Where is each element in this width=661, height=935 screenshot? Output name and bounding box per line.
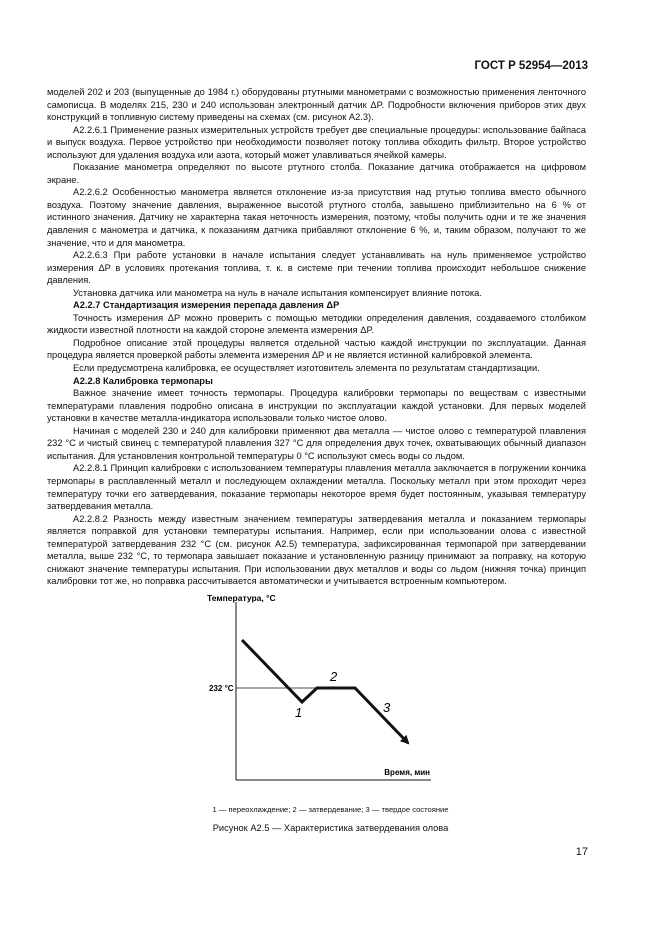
paragraph: Установка датчика или манометра на нуль в начале испытания компенсирует влияние потока. bbox=[73, 287, 482, 298]
document-header: ГОСТ Р 52954—2013 bbox=[474, 60, 588, 72]
figure-caption: Рисунок А2.5 — Характеристика затвердевания олова bbox=[212, 823, 449, 833]
curve-label-2: 2 bbox=[330, 669, 338, 684]
paragraph: моделей 202 и 203 (выпущенные до 1984 г.) оборудованы ртутными манометрами с возможностью применения ленточного самописца. В моделях 215, 230 и 240 использован электронный датчик ΔP. Подробности включения приборов этих двух конструкций в топливную систему приведены на схемах (см. рисунок А2.3). bbox=[47, 87, 586, 123]
section-heading: А2.2.7 Стандартизация измерения перепада давления ΔP bbox=[73, 300, 340, 311]
paragraph: Начиная с моделей 230 и 240 для калибровки применяют два металла — чистое олово с температурой плавления 232 °С и чистый свинец с температурой плавления 327 °С для определения двух точек, охватывающих обычный диапазон испытания. Для установления контрольной температуры 0 °С используют смесь воды со льдом. bbox=[47, 425, 586, 461]
document-body bbox=[47, 86, 586, 588]
paragraph: А2.2.8.1 Принцип калибровки с использованием температуры плавления металла заключается в погружении кончика термопары в расплавленный металл и последующем охлаждении металла. Поскольку металл при этом проходит через температуру точки его затвердевания, показание термопары некоторое время будет постоянным, указывая температуру затвердевания металла. bbox=[47, 463, 586, 512]
x-axis-label: Время, мин bbox=[384, 768, 430, 777]
curve-label-1: 1 bbox=[295, 705, 303, 720]
curve-label-3: 3 bbox=[383, 700, 391, 715]
solidification-chart bbox=[195, 588, 435, 798]
paragraph: А2.2.6.1 Применение разных измерительных устройств требует две специальные процедуры: использование байпаса и выпуск воздуха. Первое устройство при необходимости позволяет потоку топлива обходить фильтр. Второе устройство используют для удаления воздуха или азота, который может улавливаться ячейкой камеры. bbox=[47, 124, 586, 160]
temperature-curve bbox=[242, 640, 408, 743]
page-number: 17 bbox=[575, 846, 588, 858]
paragraph: Точность измерения ΔP можно проверить с помощью методики определения давления, создаваемого столбиком жидкости известной плотности на каждой стороне элемента измерения ΔP. bbox=[47, 312, 586, 336]
tick-label-232: 232 °С bbox=[209, 684, 234, 693]
paragraph: А2.2.6.3 При работе установки в начале испытания следует устанавливать на нуль применяемое устройство измерения ΔP в условиях протекания топлива, т. к. в системе при течении топлива происходит небольшое снижение давления. bbox=[47, 250, 586, 286]
paragraph: Если предусмотрена калибровка, ее осуществляет изготовитель элемента по результатам стандартизации. bbox=[73, 363, 540, 374]
paragraph: Важное значение имеет точность термопары. Процедура калибровки термопары по веществам с известными температурами плавления подробно описана в инструкции по эксплуатации каждой установки. Для первых моделей установки в качестве металла-индикатора использовали только чистое олово. bbox=[47, 388, 586, 424]
paragraph: А2.2.8.2 Разность между известным значением температуры затвердевания металла и показанием термопары является поправкой для установки температуры испытания. Например, если при использовании олова с известной температурой затвердевания 232 °С (см. рисунок А2.5) температура, зафиксированная термопарой при затвердевании металла, выше 232 °С, то термопара завышает показание и установленную разницу принимают за поправку, на которую снижают значение температуры испытания. При использовании двух металлов и воды со льдом (нижняя точка) принцип калибровки тот же, но поправка рассчитывается автоматически и учитывается встроенным компьютером. bbox=[47, 513, 586, 587]
section-heading: А2.2.8 Калибровка термопары bbox=[73, 375, 213, 386]
paragraph: Подробное описание этой процедуры является отдельной частью каждой инструкции по эксплуатации. Данная процедура является проверкой работы элемента измерения ΔP и не является истинной калибровкой элемента. bbox=[47, 337, 586, 361]
figure-legend: 1 — переохлаждение; 2 — затвердевание; 3 — твердое состояние bbox=[212, 805, 449, 814]
paragraph: А2.2.6.2 Особенностью манометра является отклонение из-за присутствия над ртутью топлива вместо обычного воздуха. Поэтому значение давления, выраженное высотой ртутного столба, завышено приблизительно на 6 % от истинного значения. Датчику не характерна такая неточность измерения, поэтому, чтобы получить одни и те же значения давления с манометра и датчика, к показаниям датчика прибавляют отклонение 6 %, и, таким образом, получают то же значение, что и для манометра. bbox=[47, 187, 586, 248]
y-axis-label: Температура, °С bbox=[207, 593, 276, 603]
paragraph: Показание манометра определяют по высоте ртутного столба. Показание датчика отображается на цифровом экране. bbox=[47, 162, 586, 185]
